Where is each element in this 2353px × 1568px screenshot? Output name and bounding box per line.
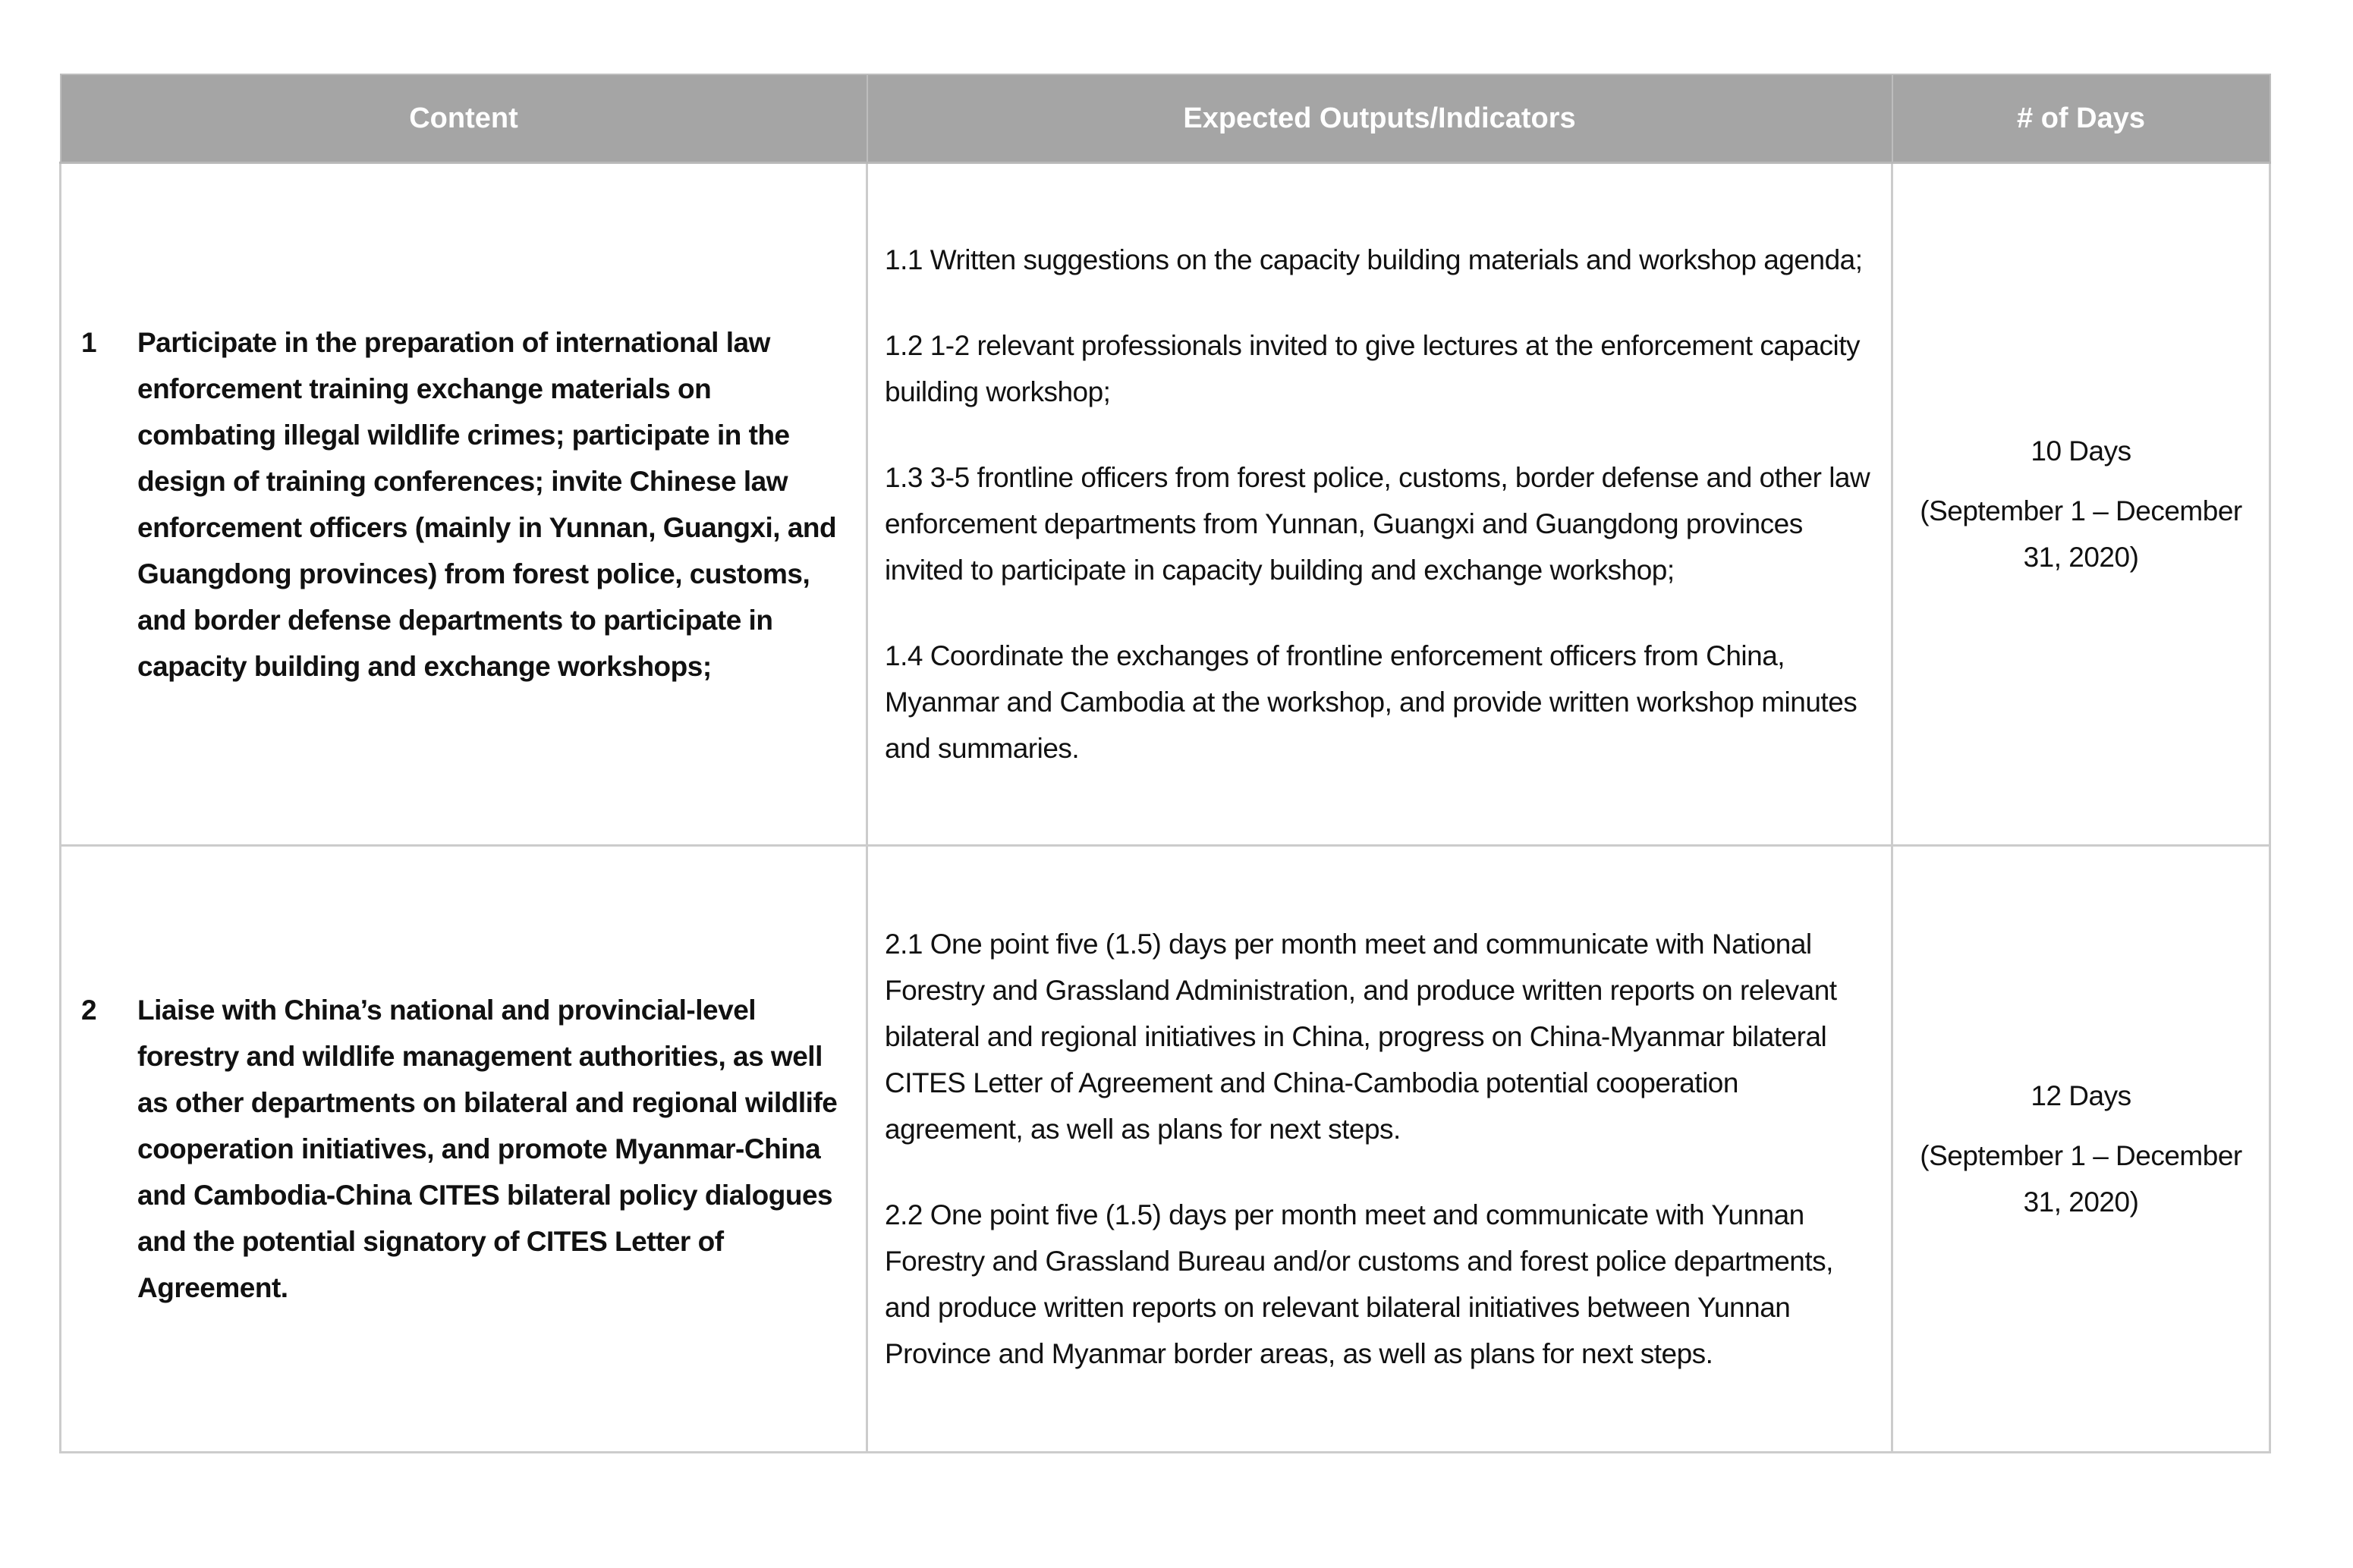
output-item: 2.2 One point five (1.5) days per month meet and communicate with Yunnan Forestry and Grassland Bureau and/or customs and forest police departments, and produce written reports on relevant bilateral initiatives between Yunnan Province and Myanmar border areas, as well as plans for next steps. [885,1199,1833,1369]
item-content: Liaise with China’s national and provincial-level forestry and wildlife management authorities, as well as other departments on bilateral and regional wildlife cooperation initiatives, and promote Myanmar-China and Cambodia-China CITES bilateral policy dialogues and the potential signatory of CITES Letter of Agreement. [137,995,838,1303]
content-cell [61,163,867,846]
table-header-row [61,74,2270,163]
output-item: 1.1 Written suggestions on the capacity building materials and workshop agenda; [885,244,1863,275]
header-content: Content [61,74,867,163]
output-item: 1.2 1-2 relevant professionals invited to give lectures at the enforcement capacity building workshop; [885,330,1861,407]
item-content: Participate in the preparation of international law enforcement training exchange materials on combating illegal wildlife crimes; participate in the design of training conferences; invite Chinese law enforcement officers (mainly in Yunnan, Guangxi, and Guangdong provinces) from forest police, customs, and border defense departments to participate in capacity building and exchange workshops; [137,326,837,682]
table-row [61,846,2270,1453]
terms-of-reference-table [59,74,2271,1453]
header-expected-outputs: Expected Outputs/Indicators [867,74,1892,163]
days-period: (September 1 – December 31, 2020) [1920,495,2242,573]
item-number: 1 [81,326,97,358]
output-item: 1.4 Coordinate the exchanges of frontline enforcement officers from China, Myanmar and Cambodia at the workshop, and provide written workshop minutes and summaries. [885,640,1858,764]
content-cell [61,846,867,1453]
outputs-cell [867,846,1892,1453]
days-period: (September 1 – December 31, 2020) [1920,1140,2242,1218]
output-item: 2.1 One point five (1.5) days per month meet and communicate with National Forestry and Grassland Administration, and produce written reports on relevant bilateral and regional initiatives in China, progress on China-Myanmar bilateral CITES Letter of Agreement and China-Cambodia potential cooperation agreement, as well as plans for next steps. [885,929,1837,1145]
table-row [61,163,2270,846]
output-item: 1.3 3-5 frontline officers from forest police, customs, border defense and other law enforcement departments from Yunnan, Guangxi and Guangdong provinces invited to participate in capacity building and exchange workshop; [885,462,1870,586]
days-count: 10 Days [2031,435,2131,467]
days-count: 12 Days [2031,1080,2131,1111]
days-cell [1892,163,2270,846]
item-number: 2 [81,995,97,1026]
days-cell [1892,846,2270,1453]
outputs-cell [867,163,1892,846]
header-days: # of Days [1892,74,2270,163]
